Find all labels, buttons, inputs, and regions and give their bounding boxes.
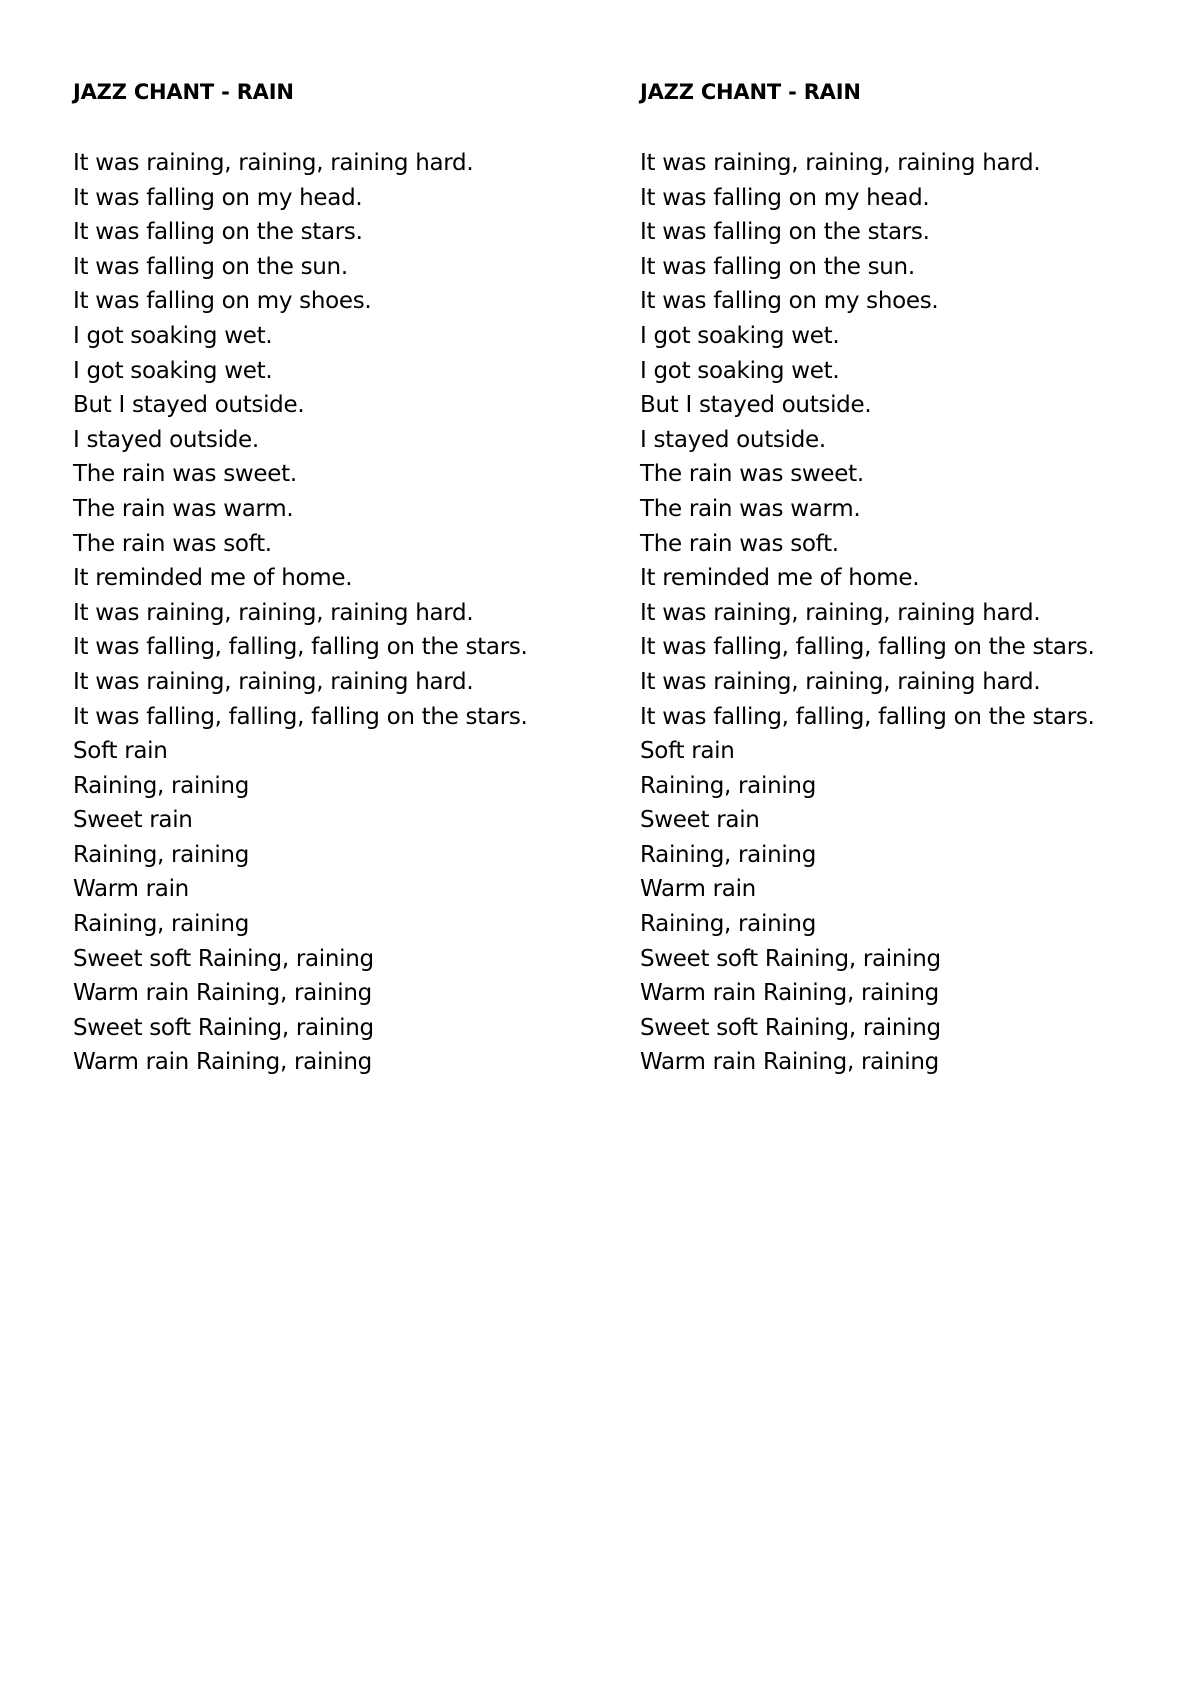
chant-line: Sweet soft Raining, raining <box>73 1014 374 1041</box>
chant-line: Soft rain <box>73 738 168 765</box>
chant-line: Warm rain Raining, raining <box>73 1049 372 1076</box>
chant-line: Warm rain Raining, raining <box>73 980 372 1007</box>
chant-line: I stayed outside. <box>640 426 826 453</box>
chant-line: It was falling on the stars. <box>640 219 930 246</box>
chant-line: I stayed outside. <box>73 426 259 453</box>
chant-line: Sweet soft Raining, raining <box>640 1014 941 1041</box>
chant-line: It was raining, raining, raining hard. <box>640 599 1041 626</box>
chant-line: Raining, raining <box>73 841 250 868</box>
chant-line: It was falling on my shoes. <box>640 288 939 315</box>
chant-line: It was raining, raining, raining hard. <box>640 668 1041 695</box>
chant-title: JAZZ CHANT - RAIN <box>640 80 861 104</box>
chant-line: The rain was soft. <box>73 530 272 557</box>
chant-line: It was falling on the sun. <box>640 253 915 280</box>
chant-line: Sweet soft Raining, raining <box>73 945 374 972</box>
chant-line: Raining, raining <box>640 841 817 868</box>
chant-line: I got soaking wet. <box>73 357 273 384</box>
chant-line: The rain was warm. <box>73 495 294 522</box>
chant-line: It was raining, raining, raining hard. <box>73 150 474 176</box>
chant-line: It was raining, raining, raining hard. <box>73 599 474 626</box>
chant-line: But I stayed outside. <box>73 392 305 419</box>
chant-line: Warm rain <box>73 876 189 903</box>
chant-line: I got soaking wet. <box>640 357 840 384</box>
chant-line: It was raining, raining, raining hard. <box>73 668 474 695</box>
chant-line: It was falling on my head. <box>73 184 363 211</box>
chant-line: It was falling, falling, falling on the stars. <box>73 703 528 730</box>
chant-line: The rain was warm. <box>640 495 861 522</box>
chant-line: Soft rain <box>640 738 735 765</box>
chant-line: It was falling on the stars. <box>73 219 363 246</box>
chant-line: The rain was sweet. <box>640 461 864 488</box>
chant-line: I got soaking wet. <box>640 322 840 349</box>
chant-line: Raining, raining <box>73 911 250 938</box>
chant-line: It reminded me of home. <box>640 565 920 592</box>
chant-line: It was falling on my shoes. <box>73 288 372 315</box>
chant-line: Sweet rain <box>73 807 193 834</box>
chant-line: It was falling, falling, falling on the stars. <box>73 634 528 661</box>
chant-line: I got soaking wet. <box>73 322 273 349</box>
chant-title: JAZZ CHANT - RAIN <box>73 80 294 104</box>
chant-line: It was falling, falling, falling on the stars. <box>640 634 1095 661</box>
chant-line: Warm rain Raining, raining <box>640 1049 939 1076</box>
chant-line: It was falling on my head. <box>640 184 930 211</box>
chant-line: Raining, raining <box>640 911 817 938</box>
chant-line: Raining, raining <box>73 772 250 799</box>
chant-line: The rain was soft. <box>640 530 839 557</box>
chant-lines <box>73 146 528 1080</box>
chant-line: Raining, raining <box>640 772 817 799</box>
chant-line: The rain was sweet. <box>73 461 297 488</box>
chant-line: Sweet rain <box>640 807 760 834</box>
chant-line: It was falling on the sun. <box>73 253 348 280</box>
chant-line: It was raining, raining, raining hard. <box>640 150 1041 176</box>
chant-line: It reminded me of home. <box>73 565 353 592</box>
chant-line: But I stayed outside. <box>640 392 872 419</box>
chant-line: Warm rain <box>640 876 756 903</box>
chant-line: Warm rain Raining, raining <box>640 980 939 1007</box>
chant-line: It was falling, falling, falling on the stars. <box>640 703 1095 730</box>
chant-line: Sweet soft Raining, raining <box>640 945 941 972</box>
chant-lines <box>640 146 1095 1080</box>
